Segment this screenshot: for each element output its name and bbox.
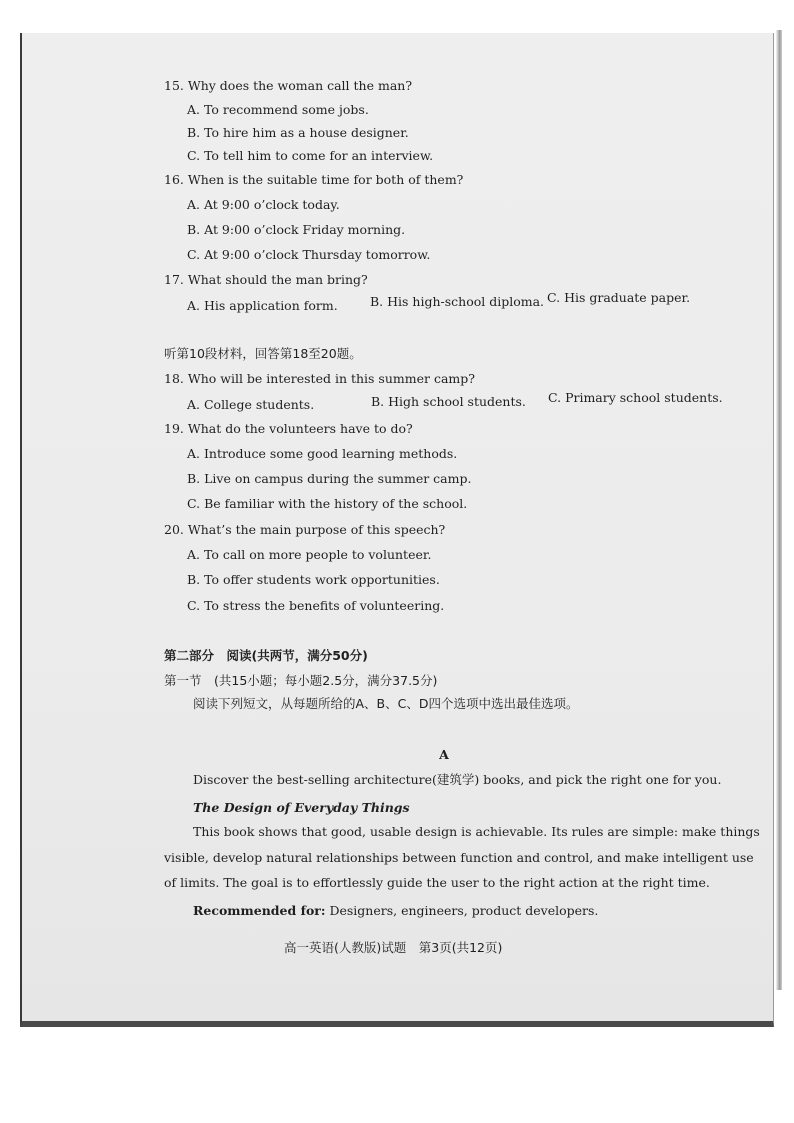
question-16: 16. When is the suitable time for both of them? [164,172,464,187]
option-16a: A. At 9:00 o’clock today. [187,197,340,212]
book-title: The Design of Everyday Things [193,800,410,815]
question-15: 15. Why does the woman call the man? [164,78,413,93]
passage-line-2: visible, develop natural relationships between function and control, and make intelligent use [164,850,754,865]
option-18c: C. Primary school students. [548,390,723,405]
option-16c: C. At 9:00 o’clock Thursday tomorrow. [187,247,431,262]
recommended-line [193,905,598,918]
page-edge-shadow [776,30,782,990]
option-18a: A. College students. [187,397,315,412]
part2-heading: 第二部分 阅读(共两节，满分50分) [164,648,368,663]
passage-line-3: of limits. The goal is to effortlessly guide the user to the right action at the right time. [164,875,710,890]
part2-section1: 第一节 (共15小题；每小题2.5分，满分37.5分) [164,673,438,688]
recommended-label: Recommended for: [193,903,326,918]
option-17a: A. His application form. [187,298,338,313]
option-15c: C. To tell him to come for an interview. [187,148,434,163]
option-18b: B. High school students. [371,394,526,409]
question-19: 19. What do the volunteers have to do? [164,421,413,436]
option-20c: C. To stress the benefits of volunteering. [187,598,445,613]
passage-letter: A [439,747,449,762]
option-19a: A. Introduce some good learning methods. [187,446,458,461]
option-16b: B. At 9:00 o’clock Friday morning. [187,222,406,237]
question-17: 17. What should the man bring? [164,272,368,287]
page-footer: 高一英语(人教版)试题 第3页(共12页) [284,940,503,955]
option-19b: B. Live on campus during the summer camp. [187,471,472,486]
option-20a: A. To call on more people to volunteer. [187,547,432,562]
section10-instruction: 听第10段材料，回答第18至20题。 [164,346,362,361]
question-18: 18. Who will be interested in this summer camp? [164,371,475,386]
option-17b: B. His high-school diploma. [370,294,545,309]
option-19c: C. Be familiar with the history of the school. [187,496,468,511]
option-20b: B. To offer students work opportunities. [187,572,440,587]
passage-line-1: This book shows that good, usable design is achievable. Its rules are simple: make things [193,824,760,839]
option-15a: A. To recommend some jobs. [187,102,369,117]
option-15b: B. To hire him as a house designer. [187,125,409,140]
question-20: 20. What’s the main purpose of this speech? [164,522,446,537]
recommended-value: Designers, engineers, product developers. [325,903,599,918]
passage-intro: Discover the best-selling architecture(建筑学) books, and pick the right one for you. [193,772,722,787]
part2-instruction: 阅读下列短文，从每题所给的A、B、C、D四个选项中选出最佳选项。 [193,696,579,711]
option-17c: C. His graduate paper. [547,290,691,305]
